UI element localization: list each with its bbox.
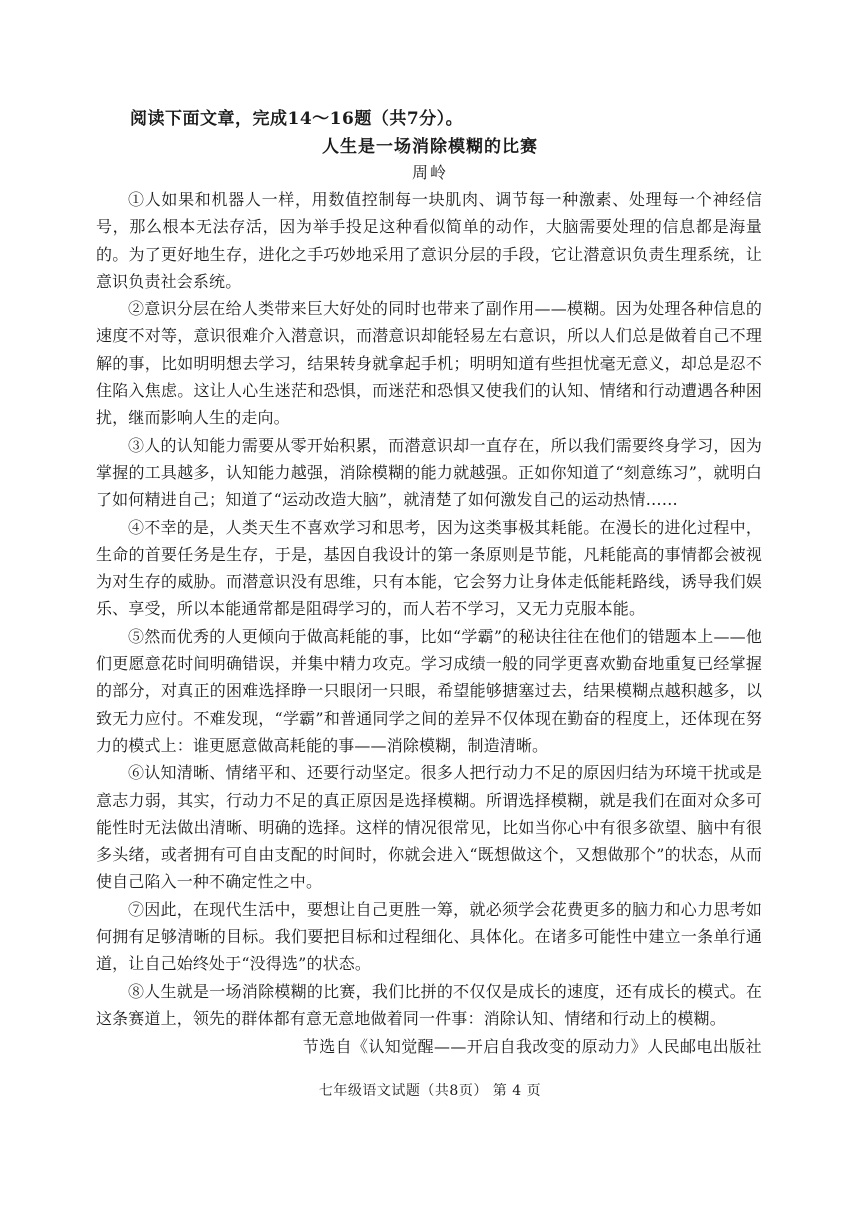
paragraph-8: ⑧人生就是一场消除模糊的比赛，我们比拼的不仅仅是成长的速度，还有成长的模式。在这条赛道上，领先的群体都有意无意地做着同一件事：消除认知、情绪和行动上的模糊。 — [96, 981, 762, 1028]
article-title: 人生是一场消除模糊的比赛 — [322, 137, 538, 157]
paragraph-1: ①人如果和机器人一样，用数值控制每一块肌肉、调节每一种激素、处理每一个神经信号，那么根本无法存活，因为举手投足这种看似简单的动作，大脑需要处理的信息都是海量的。为了更好地生存，进化之手巧妙地采用了意识分层的手段，它让潜意识负责生理系统，让意识负责社会系统。 — [96, 190, 762, 291]
article-body — [96, 186, 762, 1032]
paragraph-7: ⑦因此，在现代生活中，要想让自己更胜一筹，就必须学会花费更多的脑力和心力思考如何拥有足够清晰的目标。我们要把目标和过程细化、具体化。在诸多可能性中建立一条单行通道，让自己始终处于“没得选”的状态。 — [96, 899, 762, 974]
article-author: 周岭 — [411, 163, 448, 182]
paragraph-4: ④不幸的是，人类天生不喜欢学习和思考，因为这类事极其耗能。在漫长的进化过程中，生命的首要任务是生存，于是，基因自我设计的第一条原则是节能，凡耗能高的事情都会被视为对生存的威胁。而潜意识没有思维，只有本能，它会努力让身体走低能耗路线，诱导我们娱乐、享受，所以本能通常都是阻碍学习的，而人若不学习，又无力克服本能。 — [96, 517, 762, 619]
page-footer: 七年级语文试题（共8页） 第 4 页 — [318, 1083, 542, 1099]
paragraph-2: ②意识分层在给人类带来巨大好处的同时也带来了副作用——模糊。因为处理各种信息的速度不对等，意识很难介入潜意识，而潜意识却能轻易左右意识，所以人们总是做着自己不理解的事，比如明明想去学习，结果转身就拿起手机；明明知道有些担忧毫无意义，却总是忍不住陷入焦虑。这让人心生迷茫和恐惧，而迷茫和恐惧又使我们的认知、情绪和行动遭遇各种困扰，继而影响人生的走向。 — [96, 299, 762, 428]
paragraph-5: ⑤然而优秀的人更倾向于做高耗能的事，比如“学霸”的秘诀往往在他们的错题本上——他们更愿意花时间明确错误，并集中精力攻克。学习成绩一般的同学更喜欢勤奋地重复已经掌握的部分，对真正的困难选择睁一只眼闭一只眼，希望能够搪塞过去，结果模糊点越积越多，以致无力应付。不难发现，“学霸”和普通同学之间的差异不仅体现在勤奋的程度上，还体现在努力的模式上：谁更愿意做高耗能的事——消除模糊，制造清晰。 — [96, 626, 762, 755]
article-source: 节选自《认知觉醒——开启自我改变的原动力》人民邮电出版社 — [302, 1037, 762, 1056]
question-instruction: 阅读下面文章，完成14～16题（共7分）。 — [130, 109, 464, 129]
paragraph-6: ⑥认知清晰、情绪平和、还要行动坚定。很多人把行动力不足的原因归结为环境干扰或是意志力弱，其实，行动力不足的真正原因是选择模糊。所谓选择模糊，就是我们在面对众多可能性时无法做出清晰、明确的选择。这样的情况很常见，比如当你心中有很多欲望、脑中有很多头绪，或者拥有可自由支配的时间时，你就会进入“既想做这个，又想做那个”的状态，从而使自己陷入一种不确定性之中。 — [96, 763, 762, 892]
paragraph-3: ③人的认知能力需要从零开始积累，而潜意识却一直存在，所以我们需要终身学习，因为掌握的工具越多，认知能力越强，消除模糊的能力就越强。正如你知道了“刻意练习”，就明白了如何精进自己；知道了“运动改造大脑”，就清楚了如何激发自己的运动热情…… — [96, 435, 762, 510]
